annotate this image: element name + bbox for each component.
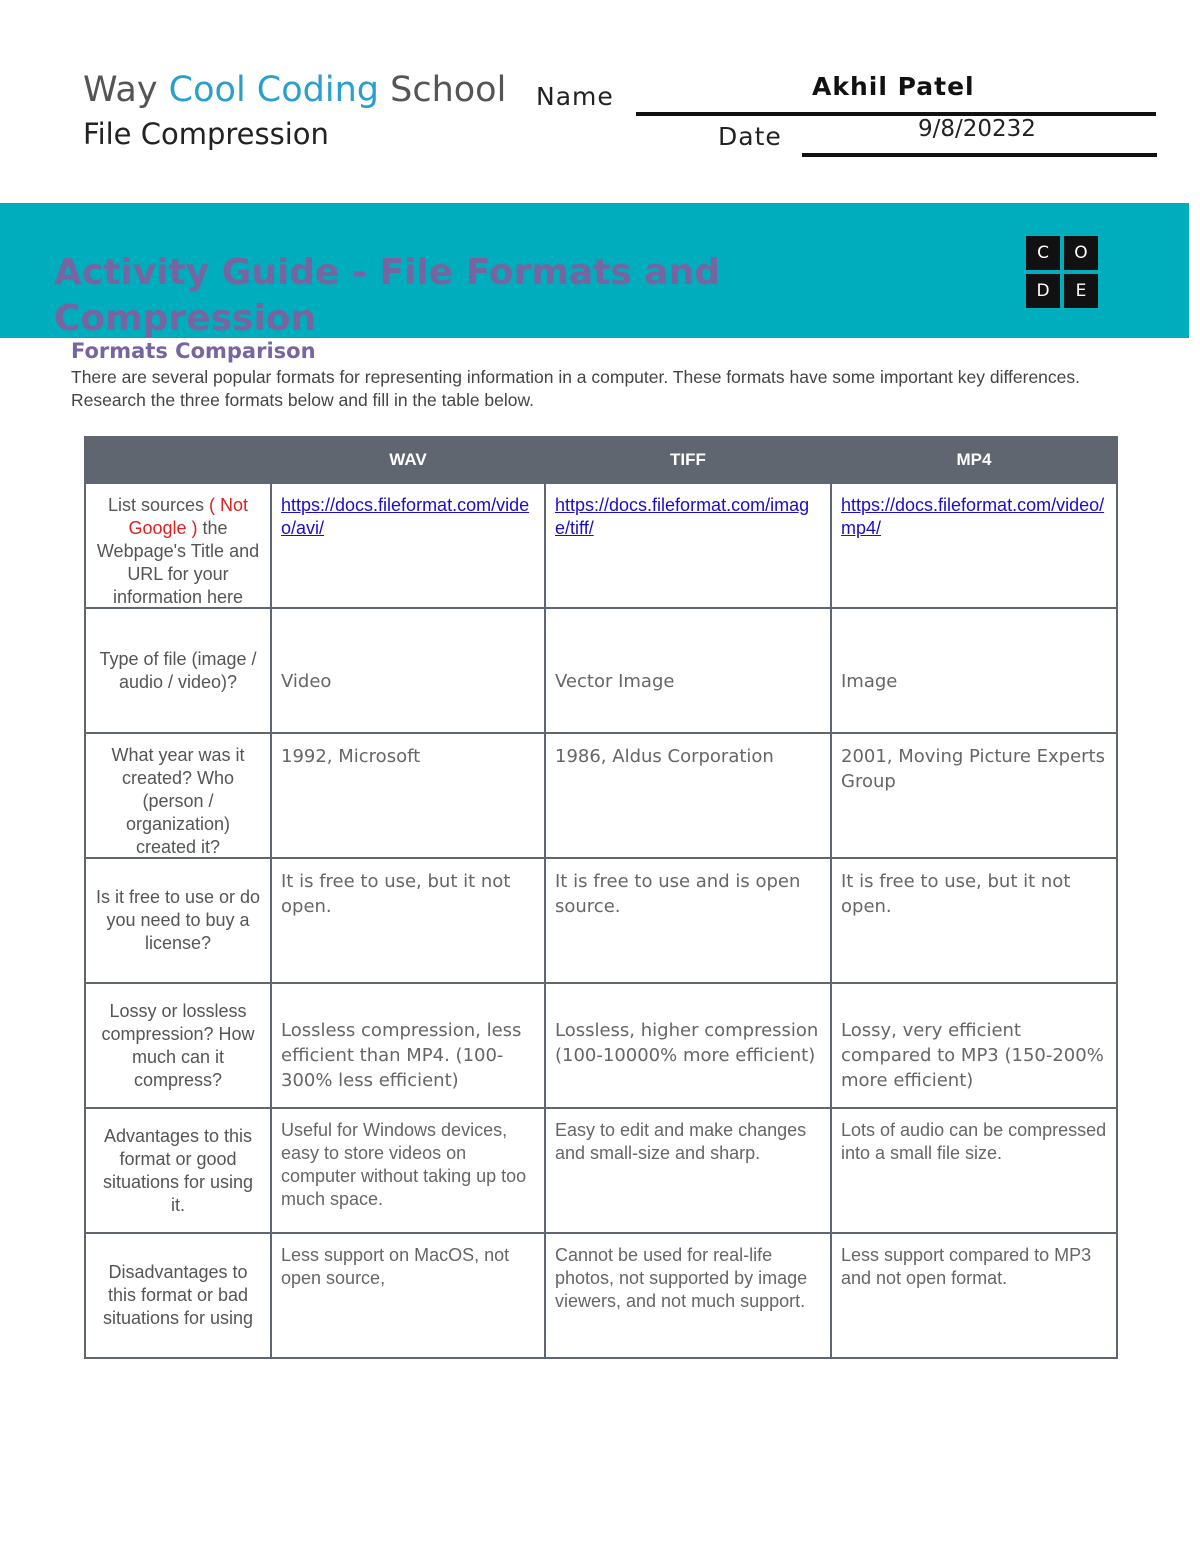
row-label-cell: [85, 1233, 271, 1358]
row-label-cell: [85, 608, 271, 733]
cell-license-wav[interactable]: It is free to use, but it not open.: [281, 871, 511, 917]
row-label-compression: Lossy or lossless compression? How much can it compress?: [101, 1000, 255, 1090]
label-not-google: ( Not Google ): [128, 495, 249, 538]
row-label-cell: [85, 1108, 271, 1233]
date-underline: [802, 153, 1157, 157]
logo-letter-o: O: [1064, 236, 1098, 270]
table-cell[interactable]: [545, 483, 831, 608]
section-title: Formats Comparison: [71, 339, 316, 363]
cell-disadvantages-wav[interactable]: Less support on MacOS, not open source,: [281, 1245, 510, 1288]
cell-advantages-tiff[interactable]: Easy to edit and make changes and small-size and sharp.: [555, 1120, 807, 1163]
logo-letter-c: C: [1026, 236, 1060, 270]
school-school: School: [390, 70, 507, 110]
table-cell[interactable]: [831, 858, 1117, 983]
table-row: [85, 483, 1117, 608]
cell-compression-tiff[interactable]: Lossless, higher compression (100-10000% more efficient): [555, 1020, 819, 1066]
name-field[interactable]: Akhil Patel: [812, 72, 975, 101]
cell-type-tiff[interactable]: Vector Image: [555, 671, 675, 692]
table-cell[interactable]: [545, 1233, 831, 1358]
label-part: the Webpage's Title and URL for your information here: [96, 518, 260, 607]
row-label-sources: [86, 484, 270, 607]
cell-type-wav[interactable]: Video: [281, 671, 332, 692]
cell-year-mp4[interactable]: 2001, Moving Picture Experts Group: [841, 746, 1105, 792]
school-way: Way: [83, 70, 158, 110]
header-empty: [85, 437, 271, 483]
table-cell[interactable]: [271, 858, 545, 983]
table-cell[interactable]: [545, 858, 831, 983]
row-label-disadvantages: Disadvantages to this format or bad situations for using: [102, 1262, 254, 1328]
source-link-mp4[interactable]: https://docs.fileformat.com/video/mp4/: [841, 495, 1105, 538]
row-label-cell: [85, 483, 271, 608]
name-underline: [636, 112, 1156, 116]
table-cell[interactable]: [271, 733, 545, 858]
table-cell[interactable]: [831, 733, 1117, 858]
table-cell[interactable]: [831, 1233, 1117, 1358]
table-cell[interactable]: [831, 608, 1117, 733]
table-row: [85, 608, 1117, 733]
page-title: Activity Guide - File Formats and Compression: [54, 252, 720, 339]
header-tiff: TIFF: [545, 437, 831, 483]
table-row: [85, 983, 1117, 1108]
cell-type-mp4[interactable]: Image: [841, 671, 898, 692]
table-cell[interactable]: [271, 1108, 545, 1233]
cell-year-tiff[interactable]: 1986, Aldus Corporation: [555, 746, 774, 767]
table-row: [85, 1108, 1117, 1233]
source-link-wav[interactable]: https://docs.fileformat.com/video/avi/: [281, 495, 530, 538]
table-row: [85, 1233, 1117, 1358]
name-label: Name: [536, 82, 614, 111]
comparison-table: [84, 436, 1118, 1359]
cell-disadvantages-mp4[interactable]: Less support compared to MP3 and not open format.: [841, 1245, 1092, 1288]
row-label-cell: [85, 733, 271, 858]
cell-compression-mp4[interactable]: Lossy, very efficient compared to MP3 (150-200% more efficient): [841, 1020, 1104, 1091]
label-part: List sources: [107, 495, 210, 515]
date-field[interactable]: 9/8/20232: [918, 116, 1036, 142]
table-cell[interactable]: [545, 1108, 831, 1233]
header-wav: WAV: [271, 437, 545, 483]
cell-disadvantages-tiff[interactable]: Cannot be used for real-life photos, not supported by image viewers, and not much support.: [555, 1245, 808, 1311]
table-header-row: [85, 437, 1117, 483]
cell-advantages-wav[interactable]: Useful for Windows devices, easy to store videos on computer without taking up too much space.: [281, 1120, 527, 1209]
table-row: [85, 733, 1117, 858]
table-cell[interactable]: [545, 733, 831, 858]
date-label: Date: [718, 122, 782, 151]
header-mp4: MP4: [831, 437, 1117, 483]
logo-letter-d: D: [1026, 274, 1060, 308]
row-label-year: What year was it created? Who (person / organization) created it?: [111, 745, 245, 857]
table-cell[interactable]: [545, 608, 831, 733]
section-intro: There are several popular formats for representing information in a computer. These formats have some important key differences. Research the three formats below and fill in the table below.: [71, 367, 1081, 410]
table-cell[interactable]: [271, 483, 545, 608]
table-cell[interactable]: [271, 983, 545, 1108]
table-cell[interactable]: [831, 1108, 1117, 1233]
table-cell[interactable]: [831, 983, 1117, 1108]
school-name: [83, 70, 506, 110]
table-row: [85, 858, 1117, 983]
code-logo: [1026, 236, 1098, 308]
school-cool-coding: Cool Coding: [168, 70, 379, 110]
row-label-advantages: Advantages to this format or good situations for using it.: [102, 1125, 254, 1215]
document-subtitle: File Compression: [83, 117, 329, 151]
table-cell[interactable]: [831, 483, 1117, 608]
table-cell[interactable]: [271, 1233, 545, 1358]
cell-license-tiff[interactable]: It is free to use and is open source.: [555, 871, 801, 917]
cell-license-mp4[interactable]: It is free to use, but it not open.: [841, 871, 1071, 917]
row-label-cell: [85, 983, 271, 1108]
row-label-type: Type of file (image / audio / video)?: [99, 648, 257, 692]
table-cell[interactable]: [545, 983, 831, 1108]
row-label-cell: [85, 858, 271, 983]
cell-advantages-mp4[interactable]: Lots of audio can be compressed into a small file size.: [841, 1120, 1107, 1163]
table-cell[interactable]: [271, 608, 545, 733]
logo-letter-e: E: [1064, 274, 1098, 308]
row-label-license: Is it free to use or do you need to buy a license?: [95, 887, 261, 953]
cell-compression-wav[interactable]: Lossless compression, less efficient than MP4. (100-300% less efficient): [281, 1020, 522, 1091]
source-link-tiff[interactable]: https://docs.fileformat.com/image/tiff/: [555, 495, 810, 538]
cell-year-wav[interactable]: 1992, Microsoft: [281, 746, 421, 767]
